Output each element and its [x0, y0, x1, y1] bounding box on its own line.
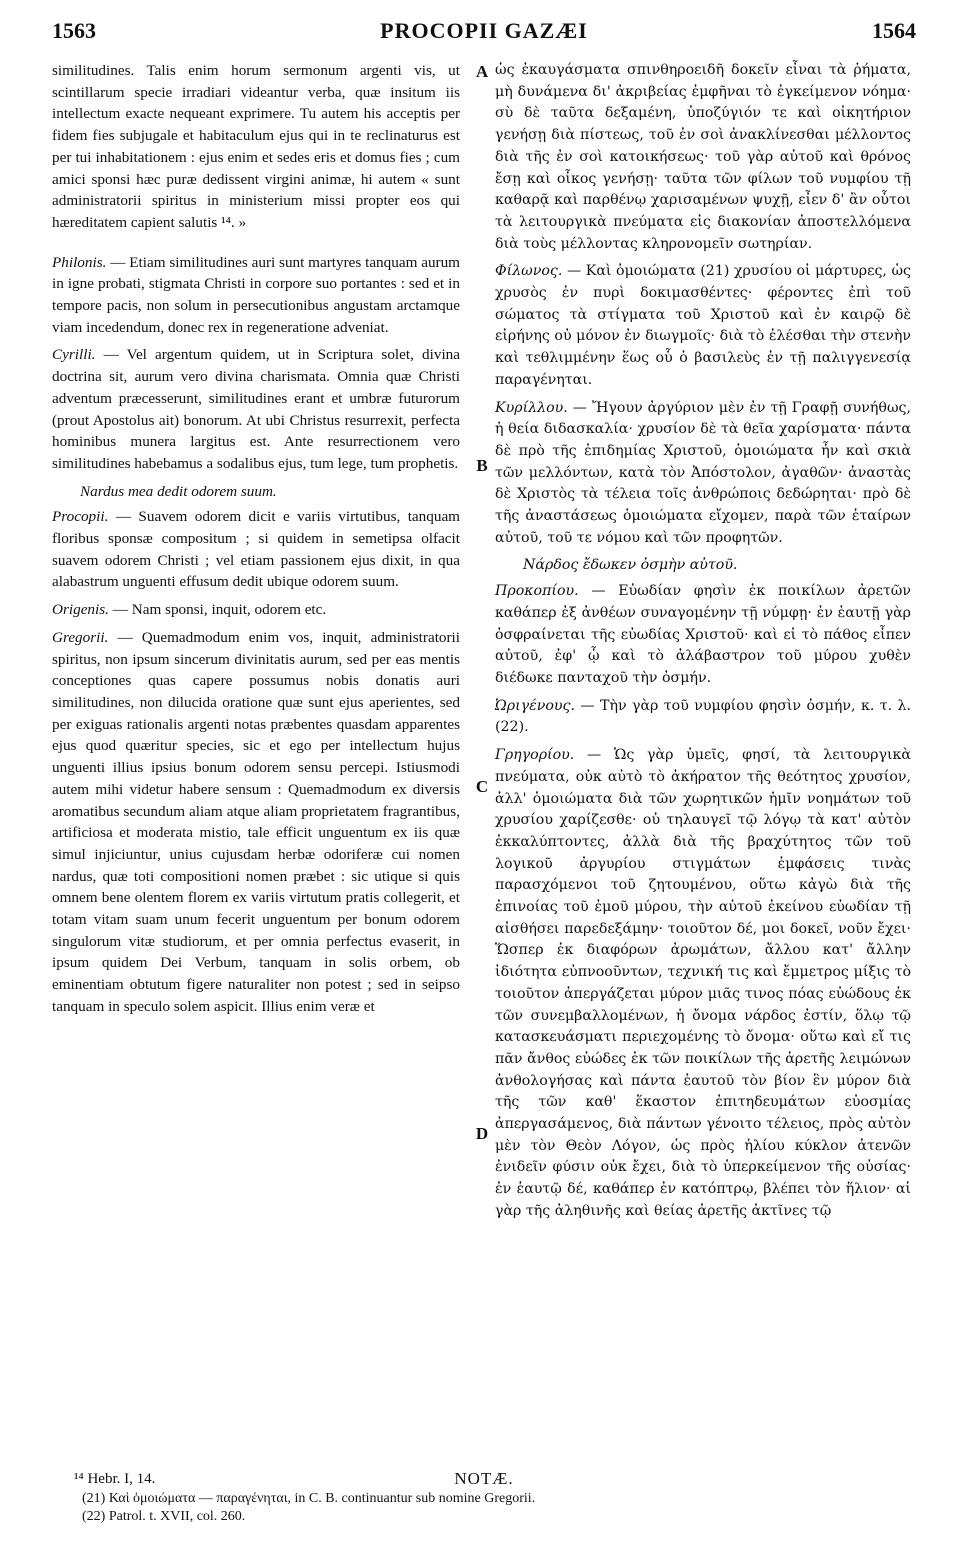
paragraph-text: ὡς ἐκαυγάσματα σπινθηροειδῆ δοκεῖν εἶναι τὰ ῥήματα, μὴ δυνάμενα δι' ἀκριβείας ἐμφῆναι τὸ ἐγκείμενον νόημα· σὺ δὲ ταῦτα δεξαμένη, ὑποζύγιόν τε καὶ οἰκητήριον γενήσῃ διὰ πίστεως, τοῦ ἐν σοὶ ἀνακλίνεσθαι μέλλοντος διὰ τῆς ἐν σοὶ κατοικήσεως· τοῦ γὰρ αὐτοῦ καὶ θρόνος ἔσῃ καὶ οἶκος γενήσῃ· ταῦτα τῶν φίλων τοῦ νυμφίου τῇ καθαρᾷ καὶ παρθένῳ χαρισαμένων ψυχῇ, εἶεν δ' ἂν οὗτοι τὰ λειτουργικὰ πνεύματα εἰς διακονίαν ἀποστελλόμενα διὰ τοὺς μέλλοντας κληρονομεῖν σωτηρίαν. [495, 62, 911, 252]
paragraph-text: Νάρδος ἔδωκεν ὀσμὴν αὐτοῦ. [523, 557, 738, 574]
paragraph-text: — Etiam similitudines auri sunt martyres tanquam aurum in igne probati, stigmata Christi in corpore suo portantes : sed et in tempore pacis, non solum in persecutionibus angustam arctamque viam incedendum, donec rex in regeneratione adveniat. [52, 253, 461, 336]
paragraph-text: — Εὐωδίαν φησὶν ἐκ ποικίλων ἀρετῶν καθάπερ ἐξ ἀνθέων συναγομένην τῇ νύμφῃ· ἐν ἑαυτῇ γὰρ ὀσφραίνεται τῆς εὐωδίας Χριστοῦ· καὶ εἰ τὸ πάθος εἶπεν αὐτοῦ, ἐφ' ᾧ καὶ τὸ ἀλάβαστρον τοῦ μύρου χυθὲν διέδωκε πανταχοῦ τὴν ὀσμήν. [495, 583, 911, 686]
page-number-right: 1564 [872, 18, 916, 43]
paragraph [52, 252, 460, 339]
margin-marker-d: D [475, 1124, 489, 1143]
latin-column [52, 60, 460, 1024]
paragraph [52, 627, 460, 1018]
greek-column [495, 60, 911, 1229]
paragraph [52, 506, 460, 593]
notes-list [82, 1490, 535, 1526]
speaker-label: Procopii. [52, 508, 109, 526]
paragraph [495, 745, 911, 1222]
paragraph [495, 261, 911, 391]
paragraph-text: similitudines. Talis enim horum sermonum argenti vis, ut scintillarum specie irradiari videantur verba, quæ insitum iis intellectum exacte nequeant exprimere. Tu autem his acceptis per fidem fies subjugale et habitaculum ejus qui in te reclinaturus est per tui inhabitationem : ejus enim et sedes eris et domus fies ; cum amici sponsi hæc puræ dedissent virgini animæ, hi autem « sunt administratorii spiritus in ministerium missi propter eos qui hæreditatem capient salutis ¹⁴. » [52, 62, 460, 231]
speaker-label: Φίλωνος. [495, 263, 563, 280]
speaker-label: Ὠριγένους. [495, 697, 576, 714]
paragraph-text: — Vel argentum quidem, ut in Scriptura solet, divina doctrina sit, aurum vero divina charismata. Omnia quæ Christi adventum præcesserunt, similitudines erant et umbræ futurorum (prout Apostolus ait) bonorum. At ubi Christus resurrexit, perfecta hominibus munera largitus est. Ante resurrectionem vero similitudines habebamus a sodalibus ejus, tum lege, tum prophetis. [52, 346, 461, 472]
paragraph [495, 60, 911, 255]
paragraph-text: — Quemadmodum enim vos, inquit, administratorii spiritus, non ipsum sincerum divinitatis aurum, sed per eas mentis conceptiones quas capere possumus nobis donatis auri similitudines, non dilucida oratione quæ sunt ejus aperientes, sed per exiguas rationalis argenti notas præbentes quasdam apparentes ejus quod quæritur species, sic et ego per intellectum hujus unguenti illius ipsius bonum odorem sensu percepi. Istiusmodi autem mihi videtur habere sensum : Quemadmodum ex diversis aromatibus secundum aliam atque aliam proprietatem fragrantibus, artificiosa et moderata mistio, tale efficit unguentum ex iis quæ simul injiciuntur, unius cujusdam herbæ odoriferæ cui nomen nardus, quæ toti compositioni nomen præbet : sic utique si quis omnem bene olentem florem ex variis virtutum pratis collegerit, et totam vitam suam unum fecerit unguentum per bonum odorem singulorum vitæ studiorum, et per omnia perfectus evaserit, in ipsum quidem Dei Verbum, tanquam in solis orbem, ob eminentiam obtutum figere naturaliter non potest ; sed in seipso tanquam in speculo solem aspicit. Illius enim veræ et [52, 628, 460, 1015]
paragraph [495, 398, 911, 550]
section-heading [523, 555, 911, 577]
margin-marker-c: C [475, 777, 489, 796]
speaker-label: Cyrilli. [52, 346, 96, 364]
speaker-label: Gregorii. [52, 628, 109, 646]
page-number-left: 1563 [52, 18, 96, 43]
paragraph-text: — Τὴν γὰρ τοῦ νυμφίου φησὶν ὀσμήν, κ. τ. λ. (22). [495, 697, 911, 736]
margin-marker-b: B [476, 456, 488, 475]
notes-title: NOTÆ. [454, 1469, 514, 1488]
speaker-label: Origenis. [52, 601, 109, 619]
paragraph [52, 599, 460, 621]
paragraph-text: — Nam sponsi, inquit, odorem etc. [112, 601, 327, 619]
note-item: (22) Patrol. t. XVII, col. 260. [82, 1509, 246, 1524]
paragraph-text: — Καὶ ὁμοιώματα (21) χρυσίου οἱ μάρτυρες, ὡς χρυσὸς ἐν πυρὶ δοκιμασθέντες· φέροντες ἐπὶ τοῦ σώματος τὰ στίγματα τοῦ Χριστοῦ καὶ ἐν καιρῷ δὲ εἰρήνης οὐ μόνον ἐν διωγμοῖς· διὰ τὸ ἐλέσθαι τὴν στενὴν καὶ τεθλιμμένην ἕως οὗ ὁ βασιλεὺς ἐν τῇ παλιγγενεσίᾳ παραγένηται. [495, 263, 911, 388]
paragraph [52, 344, 460, 474]
paragraph-text: — Ὡς γὰρ ὑμεῖς, φησί, τὰ λειτουργικὰ πνεύματα, οὐκ αὐτὸ τὸ ἀκήρατον τῆς θεότητος χρυσίον, ἀλλ' ὁμοιώματα διὰ τῶν χωρητικῶν ἡμῖν νοημάτων τοῦ χρυσίου χαρίζεσθε· οὐ τηλαυγεῖ τῷ λόγῳ τὰ κατ' αὐτὸν ἐκκαλύπτοντες, ἀλλὰ διὰ τῆς βραχύτητος τῶν τοῦ λογικοῦ ἀργυρίου στιγμάτων ἐμφάσεις τινὰς παρασχόμενοι τοῦ ζητουμένου, οὕτω κἀγὼ διὰ τῆς ἐπινοίας τοῦ ἐμοῦ μύρου, τὴν αὐτοῦ ἐκείνου εὐωδίαν τῇ αἰσθήσει παρεδεξάμην· τοιοῦτον δέ, μοι δοκεῖ, νοῦν ἔχει· Ὥσπερ ἐκ διαφόρων ἀρωμάτων, ἄλλου κατ' ἄλλην ἰδιότητα εὐπνοοῦντων, τεχνική τις καὶ ἔμμετρος μίξις τὸ τοιοῦτον ἀπεργάζεται μύρον μιᾶς τινος πόας εὐώδους ἐκ τῶν συνεμβαλλομένων, ἡ ὄνομα νάρδος ἐστίν, ὅλῳ τῷ κατασκευάσματι περιεχομένης τὸ ὄνομα· οὕτω καὶ εἴ τις πᾶν ἄνθος εὐώδες ἐκ τῶν ποικίλων τῆς ἀρετῆς λειμώνων ἀνθολογήσας καὶ πάντα ἑαυτοῦ τὸν βίον ἓν μύρον διὰ τῆς τῶν καθ' ἕκαστον ἐπιτηδευμάτων εὐοσμίας ἀπεργασάμενος, διὰ πάντων γένοιτο τέλειος, πρὸς αὐτὸν μὲν τὸν Θεὸν Λόγον, ὡς πρὸς ἡλίου κύκλον ἀτενῶν ἐνιδεῖν φύσιν οὐκ ἔχει, διὰ τὸ ὑπερκείμενον τῆς οὐσίας· ἐν ἑαυτῷ δέ, καθάπερ ἐν κατόπτρῳ, βλέπει τὸν ἥλιον· αἱ γὰρ τῆς ἀληθινῆς καὶ θείας ἀρετῆς ἀκτῖνες τῷ [495, 747, 911, 1219]
margin-marker-a: A [475, 62, 489, 81]
speaker-label: Philonis. [52, 253, 107, 271]
paragraph [495, 696, 911, 739]
note-item: (21) Καὶ ὁμοιώματα — παραγένηται, in C. B. continuantur sub nomine Gregorii. [82, 1491, 536, 1506]
footnote-reference: ¹⁴ Hebr. I, 14. [74, 1471, 156, 1487]
paragraph-text: — Suavem odorem dicit e variis virtutibus, tanquam floribus sponsæ compositum ; si quidem in semetipsa olfacit suavem odorem Christi ; vel etiam passionem ejus dixit, in qua alabastrum unguenti effusum dedit ubique odorem suum. [52, 508, 460, 591]
paragraph-text: — Ἤγουν ἀργύριον μὲν ἐν τῇ Γραφῇ συνήθως, ἡ θεία διδασκαλία· χρυσίον δὲ τὰ θεῖα χαρίσματα· πάντα δὲ πρὸ τῆς ἐπιδημίας Χριστοῦ, ὁμοιώματα ἦν καὶ σκιὰ τῶν μελλόντων, κατὰ τὸν Ἀπόστολον, ἀγαθῶν· ἀναστὰς δὲ Χριστὸς τὰ τέλεια τοῖς ἀνθρώποις δεδώρηται· πρὸ δὲ τῆς ἀναστάσεως ὁμοιώματα εἴχομεν, παρὰ τῶν ἑταίρων αὐτοῦ, τοῦ τε νόμου καὶ τῶν προφητῶν. [495, 399, 911, 546]
running-title: PROCOPII GAZÆI [380, 18, 588, 43]
paragraph [495, 581, 911, 690]
page-header [52, 14, 916, 48]
speaker-label: Προκοπίου. [495, 583, 579, 600]
speaker-label: Γρηγορίου. [495, 747, 575, 764]
paragraph-text: Nardus mea dedit odorem suum. [80, 482, 277, 500]
paragraph [52, 60, 460, 234]
speaker-label: Κυρίλλου. [495, 399, 568, 416]
section-heading [80, 481, 460, 503]
